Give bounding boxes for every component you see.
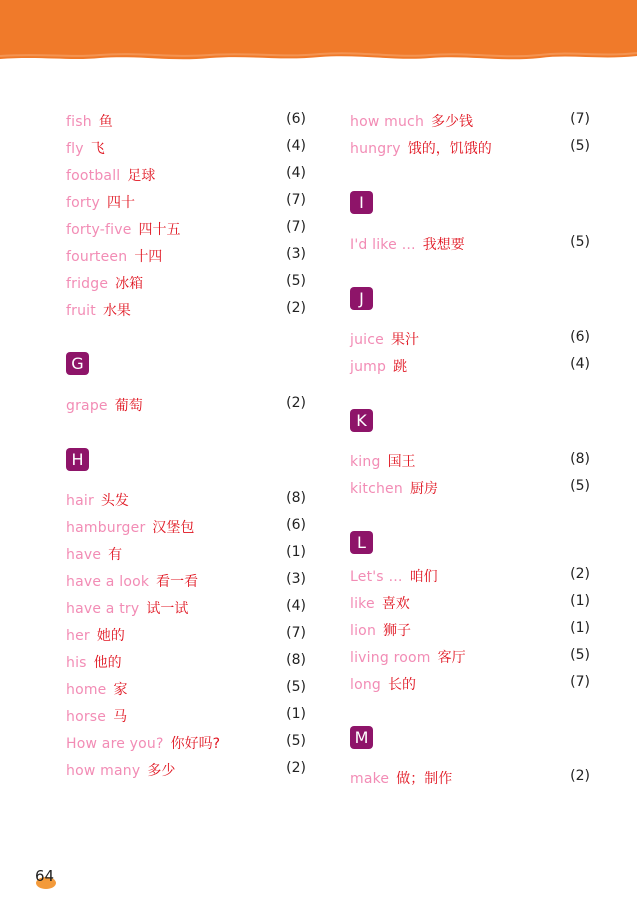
- vocab-entry: [66, 490, 306, 510]
- english-word: fruit: [66, 303, 96, 319]
- section-letter-h: H: [66, 448, 89, 471]
- unit-number: (2): [570, 566, 590, 582]
- chinese-meaning: 试一试: [146, 601, 189, 617]
- chinese-meaning: 水果: [102, 303, 131, 319]
- chinese-meaning: 她的: [96, 628, 125, 644]
- unit-number: (3): [286, 571, 306, 587]
- vocab-entry: [66, 165, 306, 185]
- english-word: like: [350, 596, 375, 612]
- vocab-entry: [66, 706, 306, 726]
- chinese-meaning: 饿的，饥饿的: [407, 141, 492, 157]
- english-word: his: [66, 655, 87, 671]
- unit-number: (3): [286, 246, 306, 262]
- chinese-meaning: 果汁: [390, 332, 419, 348]
- unit-number: (4): [286, 598, 306, 614]
- unit-number: (5): [570, 138, 590, 154]
- chinese-meaning: 多少钱: [431, 114, 474, 130]
- chinese-meaning: 四十五: [138, 222, 181, 238]
- chinese-meaning: 厨房: [409, 481, 438, 497]
- english-word: hamburger: [66, 520, 146, 536]
- vocab-entry: [66, 625, 306, 645]
- english-word: lion: [350, 623, 377, 639]
- vocab-entry: [66, 571, 306, 591]
- english-word: forty: [66, 195, 101, 211]
- section-letter-l: L: [350, 531, 373, 554]
- unit-number: (1): [570, 620, 590, 636]
- english-word: kitchen: [350, 481, 403, 497]
- vocab-entry: [350, 478, 590, 498]
- vocab-entry: [66, 219, 306, 239]
- english-word: forty-five: [66, 222, 132, 238]
- vocab-entry: [350, 620, 590, 640]
- unit-number: (5): [570, 234, 590, 250]
- page-number-text: 64: [35, 867, 55, 885]
- english-word: hair: [66, 493, 94, 509]
- english-word: have a try: [66, 601, 140, 617]
- unit-number: (5): [570, 647, 590, 663]
- vocab-entry: [350, 111, 590, 131]
- section-letter-k: K: [350, 409, 373, 432]
- unit-number: (4): [570, 356, 590, 372]
- unit-number: (2): [286, 300, 306, 316]
- chinese-meaning: 马: [113, 709, 128, 725]
- chinese-meaning: 有: [108, 547, 123, 563]
- chinese-meaning: 跳: [393, 359, 408, 375]
- english-word: hungry: [350, 141, 401, 157]
- chinese-meaning: 飞: [90, 141, 105, 157]
- vocab-entry: [66, 517, 306, 537]
- chinese-meaning: 看一看: [156, 574, 199, 590]
- page-number: [35, 866, 65, 890]
- unit-number: (7): [570, 674, 590, 690]
- chinese-meaning: 家: [113, 682, 128, 698]
- vocab-entry: [350, 234, 590, 254]
- vocab-entry: [350, 451, 590, 471]
- vocab-entry: [350, 329, 590, 349]
- chinese-meaning: 喜欢: [381, 596, 410, 612]
- chinese-meaning: 葡萄: [114, 398, 143, 414]
- chinese-meaning: 十四: [134, 249, 163, 265]
- english-word: her: [66, 628, 90, 644]
- unit-number: (1): [286, 706, 306, 722]
- unit-number: (4): [286, 138, 306, 154]
- unit-number: (7): [570, 111, 590, 127]
- unit-number: (6): [286, 111, 306, 127]
- vocab-entry: [66, 192, 306, 212]
- chinese-meaning: 咱们: [409, 569, 438, 585]
- chinese-meaning: 长的: [388, 677, 417, 693]
- unit-number: (8): [286, 490, 306, 506]
- unit-number: (8): [570, 451, 590, 467]
- unit-number: (2): [570, 768, 590, 784]
- english-word: home: [66, 682, 107, 698]
- vocab-entry: [66, 598, 306, 618]
- chinese-meaning: 足球: [127, 168, 156, 184]
- english-word: How are you?: [66, 736, 164, 752]
- chinese-meaning: 我想要: [422, 237, 465, 253]
- chinese-meaning: 客厅: [437, 650, 466, 666]
- english-word: fridge: [66, 276, 109, 292]
- english-word: fourteen: [66, 249, 128, 265]
- vocab-entry: [66, 760, 306, 780]
- section-letter-g: G: [66, 352, 89, 375]
- unit-number: (1): [286, 544, 306, 560]
- vocab-entry: [350, 593, 590, 613]
- unit-number: (7): [286, 192, 306, 208]
- vocab-entry: [66, 300, 306, 320]
- unit-number: (6): [286, 517, 306, 533]
- unit-number: (5): [286, 273, 306, 289]
- english-word: juice: [350, 332, 384, 348]
- unit-number: (5): [286, 679, 306, 695]
- chinese-meaning: 你好吗?: [170, 736, 221, 752]
- english-word: I'd like …: [350, 237, 416, 253]
- vocab-entry: [66, 246, 306, 266]
- english-word: fish: [66, 114, 92, 130]
- english-word: king: [350, 454, 381, 470]
- vocab-entry: [66, 652, 306, 672]
- chinese-meaning: 汉堡包: [152, 520, 195, 536]
- chinese-meaning: 做；制作: [396, 771, 453, 787]
- vocab-entry: [66, 733, 306, 753]
- chinese-meaning: 头发: [100, 493, 129, 509]
- english-word: jump: [350, 359, 387, 375]
- section-letter-j: J: [350, 287, 373, 310]
- vocab-entry: [66, 679, 306, 699]
- vocab-entry: [350, 138, 590, 158]
- unit-number: (5): [286, 733, 306, 749]
- vocab-entry: [66, 111, 306, 131]
- english-word: how much: [350, 114, 425, 130]
- english-word: horse: [66, 709, 107, 725]
- unit-number: (7): [286, 219, 306, 235]
- vocab-entry: [66, 544, 306, 564]
- chinese-meaning: 鱼: [98, 114, 113, 130]
- section-letter-i: I: [350, 191, 373, 214]
- vocab-entry: [350, 356, 590, 376]
- english-word: grape: [66, 398, 108, 414]
- chinese-meaning: 国王: [387, 454, 416, 470]
- header-band: [0, 0, 637, 66]
- english-word: living room: [350, 650, 431, 666]
- unit-number: (1): [570, 593, 590, 609]
- unit-number: (2): [286, 760, 306, 776]
- vocab-entry: [66, 395, 306, 415]
- unit-number: (2): [286, 395, 306, 411]
- unit-number: (8): [286, 652, 306, 668]
- unit-number: (6): [570, 329, 590, 345]
- english-word: football: [66, 168, 121, 184]
- english-word: long: [350, 677, 382, 693]
- section-letter-m: M: [350, 726, 373, 749]
- unit-number: (5): [570, 478, 590, 494]
- chinese-meaning: 冰箱: [115, 276, 144, 292]
- vocab-entry: [350, 674, 590, 694]
- vocab-entry: [350, 768, 590, 788]
- english-word: Let's …: [350, 569, 403, 585]
- chinese-meaning: 他的: [93, 655, 122, 671]
- vocab-entry: [66, 273, 306, 293]
- chinese-meaning: 四十: [107, 195, 136, 211]
- unit-number: (7): [286, 625, 306, 641]
- english-word: make: [350, 771, 390, 787]
- english-word: fly: [66, 141, 84, 157]
- unit-number: (4): [286, 165, 306, 181]
- vocab-entry: [350, 566, 590, 586]
- vocab-entry: [66, 138, 306, 158]
- english-word: how many: [66, 763, 141, 779]
- english-word: have a look: [66, 574, 150, 590]
- vocab-entry: [350, 647, 590, 667]
- chinese-meaning: 多少: [147, 763, 176, 779]
- chinese-meaning: 狮子: [383, 623, 412, 639]
- english-word: have: [66, 547, 102, 563]
